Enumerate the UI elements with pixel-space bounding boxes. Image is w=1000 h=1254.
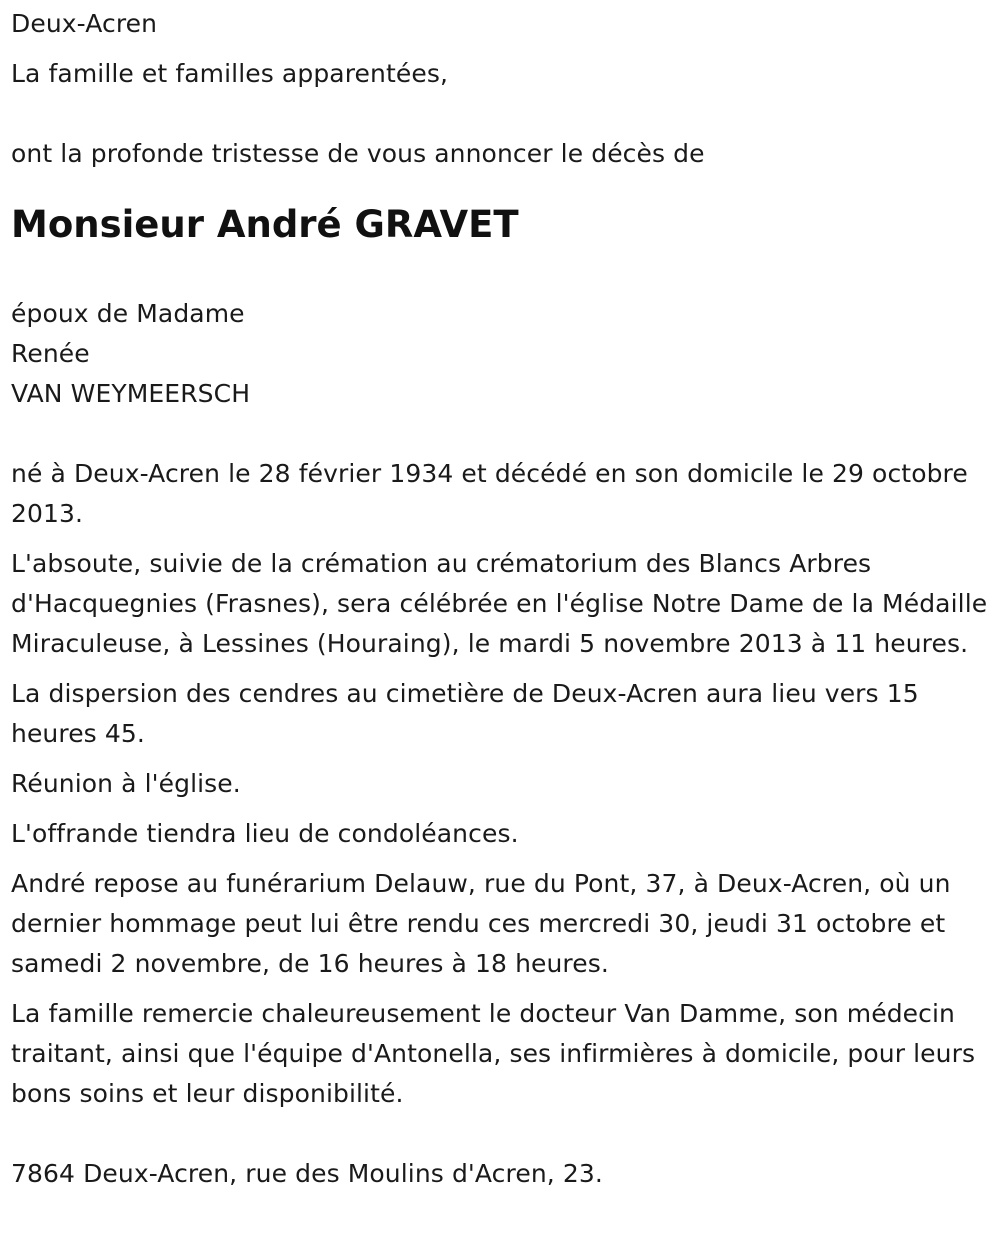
death-notice [11,4,991,1194]
spouse-line-3: VAN WEYMEERSCH [11,379,251,408]
spouse-line-1: époux de Madame [11,299,245,328]
meeting-paragraph: Réunion à l'église. [11,769,241,798]
birth-death-paragraph: né à Deux-Acren le 28 février 1934 et décédé en son domicile le 29 octobre 2013. [11,459,968,528]
family-line: La famille et familles apparentées, [11,59,448,88]
ceremony-paragraph: L'absoute, suivie de la crémation au crématorium des Blancs Arbres d'Hacquegnies (Frasnes), sera célébrée en l'église Notre Dame de la Médaille Miraculeuse, à Lessines (Houraing), le mardi 5 novembre 2013 à 11 heures. [11,549,988,658]
spouse-line-2: Renée [11,339,90,368]
funeral-home-paragraph: André repose au funérarium Delauw, rue du Pont, 37, à Deux-Acren, où un dernier hommage peut lui être rendu ces mercredi 30, jeudi 31 octobre et samedi 2 novembre, de 16 heures à 18 heures. [11,869,951,978]
spouse-block [11,294,991,414]
ash-dispersal-paragraph: La dispersion des cendres au cimetière de Deux-Acren aura lieu vers 15 heures 45. [11,679,919,748]
thanks-paragraph: La famille remercie chaleureusement le docteur Van Damme, son médecin traitant, ainsi que l'équipe d'Antonella, ses infirmières à domicile, pour leurs bons soins et leur disponibilité. [11,999,976,1108]
announcement-line: ont la profonde tristesse de vous annoncer le décès de [11,139,705,168]
address-line: 7864 Deux-Acren, rue des Moulins d'Acren, 23. [11,1159,603,1188]
location-heading: Deux-Acren [11,9,158,38]
deceased-name: Monsieur André GRAVET [11,203,519,246]
offering-paragraph: L'offrande tiendra lieu de condoléances. [11,819,519,848]
